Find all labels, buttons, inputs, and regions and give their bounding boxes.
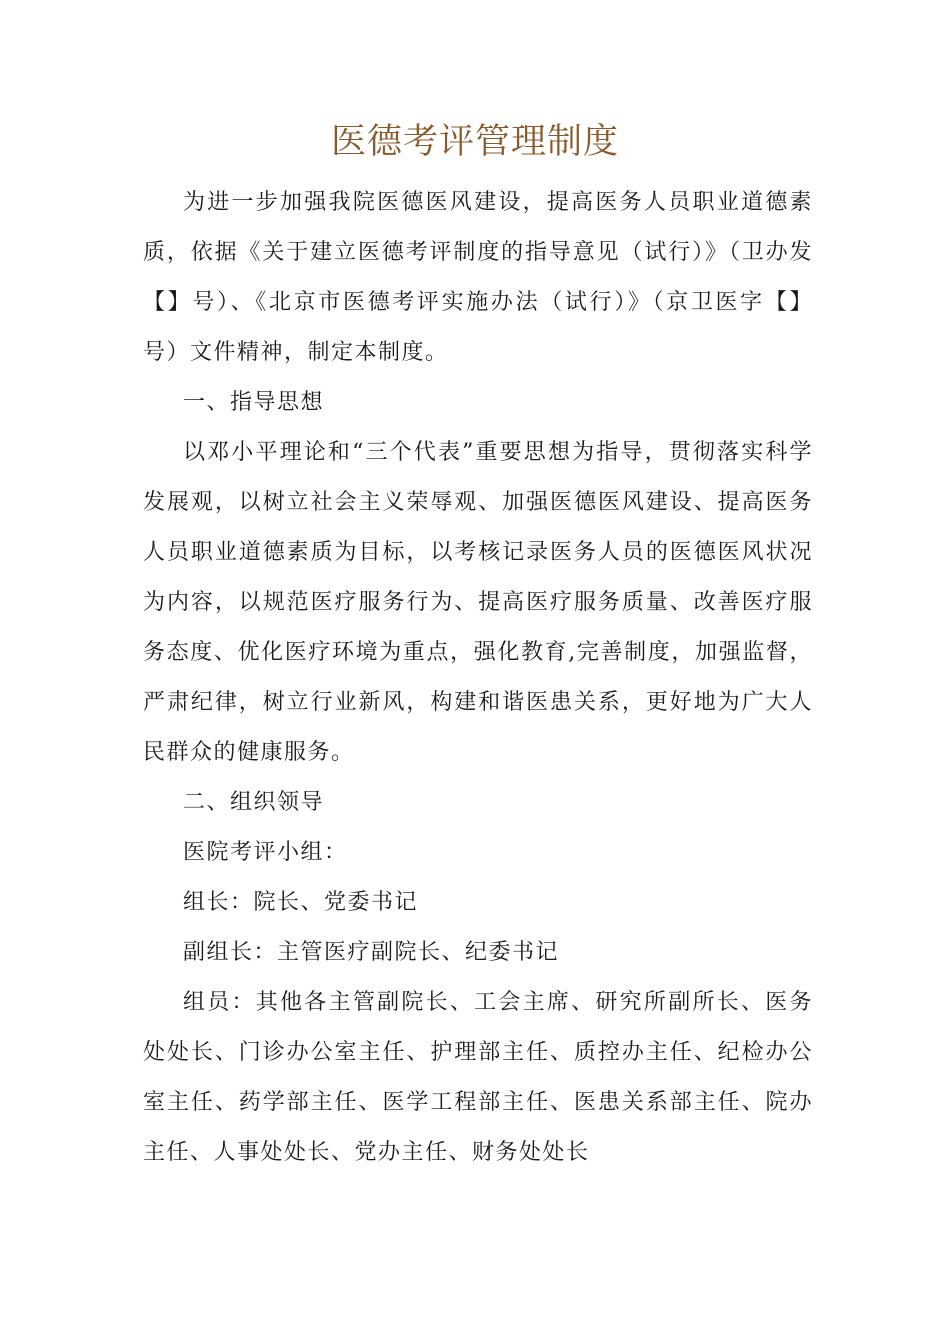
document-title: 医德考评管理制度 (330, 122, 619, 162)
evaluation-group-label: 医院考评小组： (183, 840, 348, 865)
intro-paragraph: 为进一步加强我院医德医风建设，提高医务人员职业道德素质，依据《关于建立医德考评制度的指导意见（试行）》（卫办发【】号）、《北京市医德考评实施办法（试行）》（京卫医字【】号）文件精神，制定本制度。 (143, 190, 813, 365)
section-heading-guiding-ideology: 一、指导思想 (183, 390, 325, 415)
document-body (143, 178, 813, 1178)
deputy-leader-line: 副组长：主管医疗副院长、纪委书记 (183, 940, 560, 965)
group-members-paragraph: 组员：其他各主管副院长、工会主席、研究所副所长、医务处处长、门诊办公室主任、护理部主任、质控办主任、纪检办公室主任、药学部主任、医学工程部主任、医患关系部主任、院办主任、人事处处长、党办主任、财务处处长 (143, 990, 813, 1165)
group-leader-line: 组长：院长、党委书记 (183, 890, 419, 915)
section-heading-organization: 二、组织领导 (183, 790, 325, 815)
guiding-ideology-paragraph: 以邓小平理论和“三个代表”重要思想为指导，贯彻落实科学发展观，以树立社会主义荣辱观、加强医德医风建设、提高医务人员职业道德素质为目标，以考核记录医务人员的医德医风状况为内容，以规范医疗服务行为、提高医疗服务质量、改善医疗服务态度、优化医疗环境为重点，强化教育,完善制度，加强监督，严肃纪律，树立行业新风，构建和谐医患关系，更好地为广大人民群众的健康服务。 (143, 440, 813, 765)
